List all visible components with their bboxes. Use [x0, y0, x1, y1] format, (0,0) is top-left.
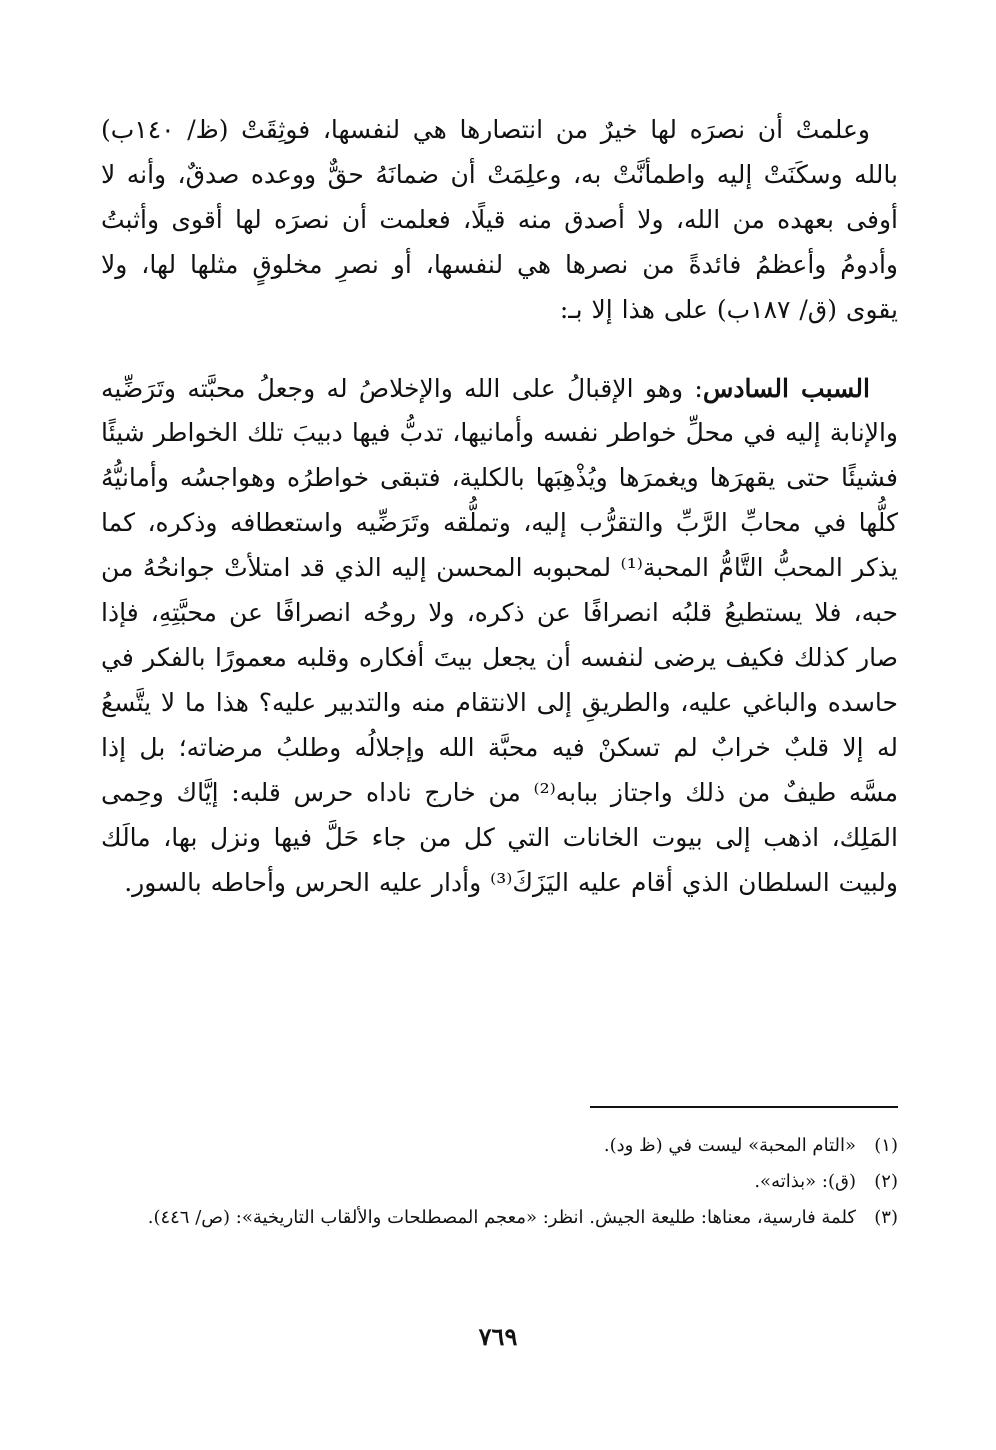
section-heading: السبب السادس — [702, 373, 870, 403]
footnote-2 — [101, 1164, 898, 1200]
footnote-number: (٢) — [874, 1171, 898, 1192]
page-number: ٧٦٩ — [478, 1322, 518, 1351]
footnotes-section — [101, 1128, 898, 1236]
footnote-text: «التام المحبة» ليست في (ظ ود). — [603, 1135, 856, 1156]
footnote-1 — [101, 1128, 898, 1164]
footnote-number: (١) — [874, 1135, 898, 1156]
paragraph-2 — [101, 367, 898, 906]
footnote-separator — [590, 1106, 898, 1108]
paragraph-2-text: : وهو الإقبالُ على الله والإخلاصُ له وجعلُ محبَّته وتَرَضِّيه والإنابة إليه في محلِّ خواطر نفسه وأمانيها، تدبُّ فيها دبيبَ تلك الخواطر شيئًا فشيئًا حتى يقهرَها ويغمرَها ويُذْهِبَها بالكلية، فتبقى خواطرُه وهواجسُه وأمانيُّهُ كلُّها في محابِّ الرَّبِّ والتقرُّب إليه، وتملُّقه وتَرَضِّيه واستعطافه وذكره، كما يذكر المحبُّ التَّامُّ المحبة⁽¹⁾ لمحبوبه المحسن إليه الذي قد امتلأتْ جوانحُهُ من حبه، فلا يستطيعُ قلبُه انصرافًا عن ذكره، ولا روحُه انصرافًا عن محبَّتِهِ، فإذا صار كذلك فكيف يرضى لنفسه أن يجعل بيتَ أفكاره وقلبه معمورًا بالفكر في حاسده والباغي عليه، والطريقِ إلى الانتقام منه والتدبير عليه؟ هذا ما لا يتَّسعُ له إلا قلبٌ خرابٌ لم تسكنْ فيه محبَّة الله وإجلالُه وطلبُ مرضاته؛ بل إذا مسَّه طيفٌ من ذلك واجتاز ببابه⁽²⁾ من خارج ناداه حرس قلبه: إيَّاك وحِمى المَلِك، اذهب إلى بيوت الخانات التي كل من جاء حَلَّ فيها ونزل بها، مالَك ولبيت السلطان الذي أقام عليه اليَزَكَ⁽³⁾ وأدار عليه الحرس وأحاطه بالسور. — [101, 373, 898, 897]
footnote-text: كلمة فارسية، معناها: طليعة الجيش. انظر: «معجم المصطلحات والألقاب التاريخية»: (ص/ ٤٤٦). — [147, 1207, 856, 1228]
footnote-number: (٣) — [874, 1207, 898, 1228]
paragraph-1-text: وعلمتْ أن نصرَه لها خيرٌ من انتصارها هي لنفسها، فوثِقَتْ (ظ/ ١٤٠ب) بالله وسكَنَتْ إليه واطمأنَّتْ به، وعلِمَتْ أن ضمانَهُ حقٌّ ووعده صدقٌ، وأنه لا أوفى بعهده من الله، ولا أصدق منه قيلًا، فعلمت أن نصرَه لها أقوى وأثبتُ وأدومُ وأعظمُ فائدةً من نصرها هي لنفسها، أو نصرِ مخلوقٍ مثلها لها، ولا يقوى (ق/ ١٨٧ب) على هذا إلا بـ: — [101, 115, 898, 324]
footnote-text: (ق): «بذاته». — [754, 1171, 856, 1192]
main-text-block — [101, 108, 898, 905]
footnote-3 — [101, 1200, 898, 1236]
paragraph-1 — [101, 108, 898, 333]
paragraph-gap — [101, 333, 898, 367]
